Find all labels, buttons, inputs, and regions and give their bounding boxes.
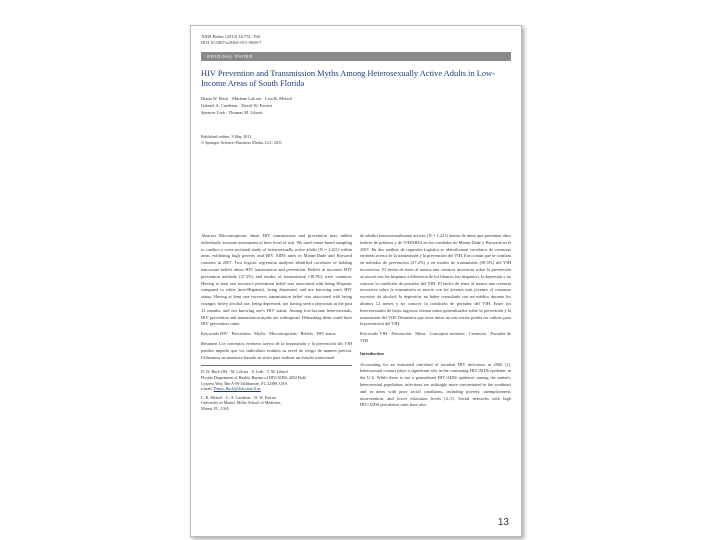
right-column: [360, 233, 511, 415]
spanish-abstract: de adultos heterosexualmente activos (N = 1,221) dentro de áreas que presentan altos índices de pobreza y de VIH/SIDA en los condados de Miami-Dade y Broward en el 2007. En dos análisis de regresión logística se identificaron correlatos de creencias erróneas acerca de la transmisión y la prevención del VIH. Era común que se confiara en métodos de prevención (27.2%) y en modos de transmisión (38.5%) del VIH incorrectos. El hecho de tener al menos una creencia incorrecta sobre la prevención se asoció con los hispanos a diferencia de los blancos (no hispanos), la depresión y no conocer la condición de portador del VIH. El hecho de tener al menos una creencia incorrecta sobre la transmisión se asoció con los jóvenes más jóvenes, el consumo excesivo de alcohol, la depresión, no haber consultado con un médico durante los últimos 12 meses y no conocer la condición de portador del VIH. Entre los heterosexuales de bajos ingresos existen mitos generalizados sobre la prevención y la transmisión del VIH. Desmentir que estos mitos no son ciertos podría ser valioso para la prevención del VIH.: [360, 233, 511, 327]
page-number: 13: [497, 517, 509, 528]
affiliation-2: [201, 395, 352, 412]
article-title: HIV Prevention and Transmission Myths Among Heterosexually Active Adults in Low-Income Areas of South Florida: [201, 69, 495, 88]
email-link[interactable]: Diana_Buck@doh.state.fl.us: [213, 386, 261, 392]
affiliation-line: Cypress Way, Bin A-09 Tallahassee, FL 32399, USA: [201, 380, 288, 386]
affiliation-line: Florida Department of Health, Bureau of HIV/AIDS, 4052 Bald: [201, 374, 306, 380]
published-online: Published online: 3 May 2011: [201, 134, 252, 139]
journal-meta: [201, 34, 511, 46]
author-line: Spencer Lieb · Thomas M. Liberti: [201, 110, 263, 115]
abstract: Abstract Misconceptions about HIV transmission and prevention may inhibit individuals' accurate assessment of their level of risk. We used venue-based sampling to conduct a cross-sectional study of heterosexually active adults (N = 1,221) within areas exhibiting high poverty and HIV AIDS rates in Miami-Dade and Broward counties in 2007. Two logistic regression analyses identified correlates of holding inaccurate beliefs about HIV transmission and prevention. Beliefs in incorrect HIV prevention methods (27.2%) and modes of transmission (38.5%) were common. Having at least one incorrect prevention belief was associated with being Hispanic compared to white (non-Hispanic), being depressed, and not knowing one's HIV status. Having at least one incorrect transmission belief was associated with being younger, heavy alcohol use, being depressed, not having seen a physician in the past 12 months, and not knowing one's HIV status. Among low-income heterosexuals, HIV prevention and transmission myths are widespread. Debunking them could have HIV prevention value.: [201, 233, 352, 327]
affiliation-line: Miami, FL, USA: [201, 405, 229, 411]
publication-info: [201, 134, 511, 145]
two-column-body: [201, 233, 511, 415]
page-content: [201, 34, 511, 532]
keywords: Keywords HIV · Prevention · Myths · Misconceptions · Beliefs · HIV status: [201, 331, 336, 337]
copyright: © Springer Science+Business Media, LLC 2011: [201, 139, 282, 145]
author-list: [201, 95, 511, 116]
intro-paragraph: Accounting for an estimated one-third of incident HIV infections in 2006 [1], heterosexual contact plays a significant role in the continuing HIV/AIDS epidemic in the U.S. While there is not a generalized HIV/AIDS epidemic among the nation's heterosexual population, infections are strikingly more concentrated in the southeast and in areas with poor social conditions, including poverty, unemployment, incarceration, and lower education levels [2–5]. Social networks with high HIV/AIDS prevalence rates have also: [360, 361, 511, 408]
left-column: [201, 233, 352, 415]
journal-citation: AIDS Behav (2012) 16:751–760: [201, 34, 260, 39]
affiliation-email: [201, 386, 352, 392]
affiliation-1: [201, 369, 352, 391]
footnote-divider: [201, 365, 352, 366]
author-line: Diana W. Buck · Marlene LaLota · Lisa R. Metsch ·: [201, 96, 295, 101]
article-type-banner: ORIGINAL PAPER: [201, 52, 511, 61]
email-label: e-mail:: [201, 386, 213, 392]
paper-page: [190, 25, 522, 537]
affiliation-names: D. W. Buck (✉) · M. LaLota · S. Lieb · T. M. Liberti: [201, 369, 288, 375]
spanish-keywords: Keywords VIH · Prevención · Mitos · Conceptos erróneos · Creencias · Portador de VIH: [360, 331, 511, 343]
resumen: Resumen Los conceptos erróneos acerca de la transmisión y la prevención del VIH pueden impedir que los individuos evalúen su nivel de riesgo de manera precisa. Utilizamos un muestreo basado en sitios para realizar un estudio transversal: [201, 340, 352, 360]
journal-doi: DOI 10.1007/s10461-011-9958-7: [201, 40, 262, 45]
affiliation-line: University of Miami, Miller School of Medicine,: [201, 400, 282, 406]
affiliation-names: L. R. Metsch · G. A. Cardenas · D. W. Forrest: [201, 394, 277, 400]
author-line: Gabriel A. Cardenas · David W. Forrest ·: [201, 103, 275, 108]
section-heading: Introduction: [360, 350, 384, 356]
